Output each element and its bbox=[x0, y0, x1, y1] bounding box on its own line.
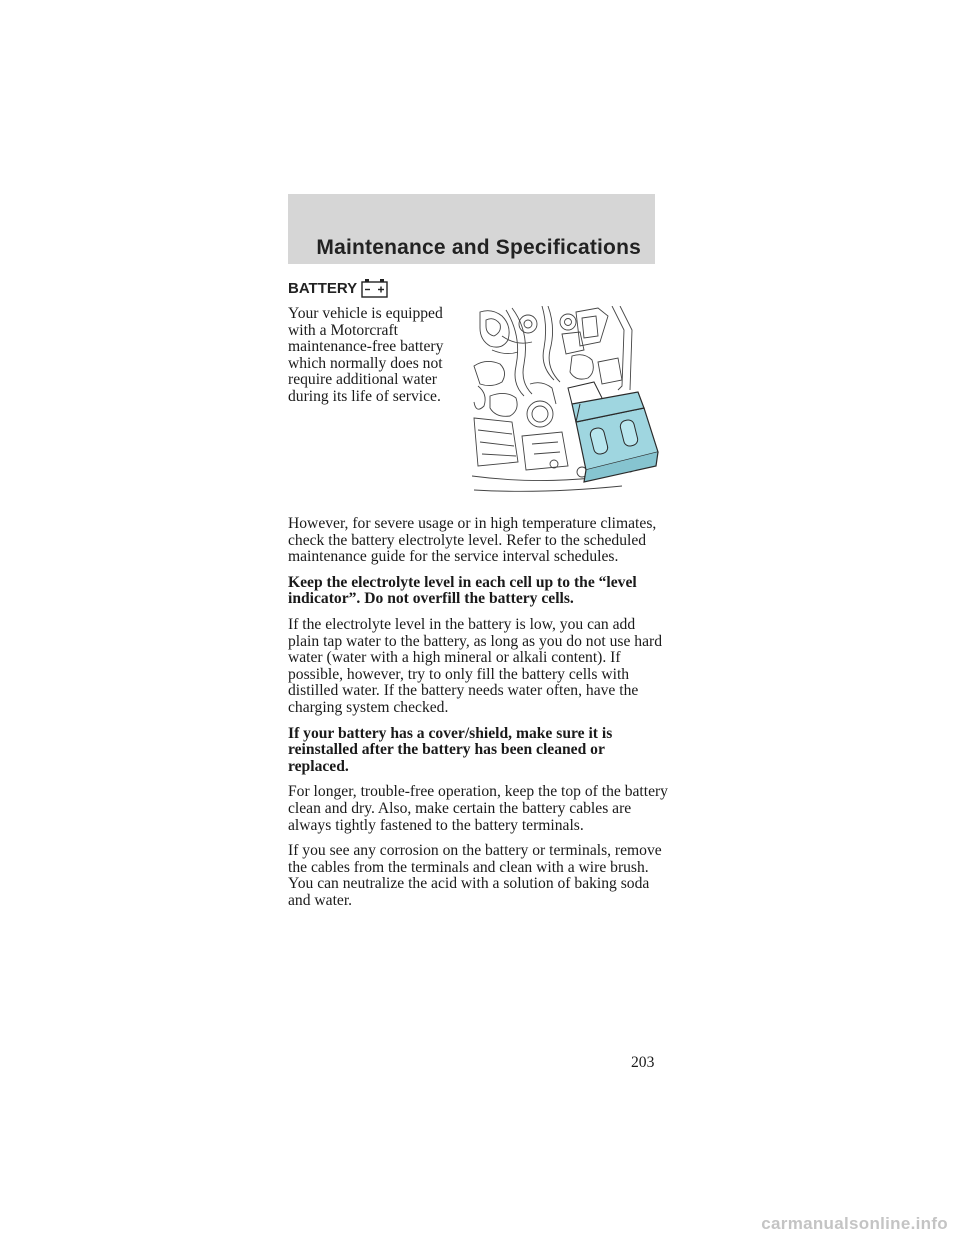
paragraph: If the electrolyte level in the battery is low, you can add plain tap water to the battery, as long as you do not use hard water (water with a high mineral or alkali content). If possible, however, try to only fill the battery cells with distilled water. If the battery needs water often, have the charging system checked. bbox=[288, 615, 663, 716]
battery-heading bbox=[288, 280, 389, 298]
section-header-title: Maintenance and Specifications bbox=[316, 236, 641, 259]
warning-paragraph: If your battery has a cover/shield, make sure it is reinstalled after the battery has been cleaned or replaced. bbox=[288, 724, 613, 775]
paragraph: For longer, trouble-free operation, keep the top of the battery clean and dry. Also, make certain the battery cables are always tightly fastened to the battery terminals. bbox=[288, 783, 668, 834]
battery-heading-text: BATTERY bbox=[288, 280, 358, 297]
battery-icon bbox=[361, 278, 389, 298]
intro-paragraph: Your vehicle is equipped with a Motorcraft maintenance-free battery which normally does not require additional water during its life of service. bbox=[288, 305, 444, 405]
body-text bbox=[288, 516, 668, 918]
page-number: 203 bbox=[631, 1054, 655, 1071]
engine-compartment-battery-illustration bbox=[472, 306, 660, 498]
paragraph: However, for severe usage or in high temperature climates, check the battery electrolyte level. Refer to the scheduled maintenance guide for the service interval schedules. bbox=[288, 515, 657, 566]
warning-paragraph: Keep the electrolyte level in each cell up to the “level indicator”. Do not overfill the battery cells. bbox=[288, 573, 637, 608]
section-header-bar bbox=[288, 194, 655, 264]
watermark: carmanualsonline.info bbox=[761, 1214, 948, 1233]
paragraph: If you see any corrosion on the battery or terminals, remove the cables from the terminals and clean with a wire brush. You can neutralize the acid with a solution of baking soda and water. bbox=[288, 842, 662, 909]
